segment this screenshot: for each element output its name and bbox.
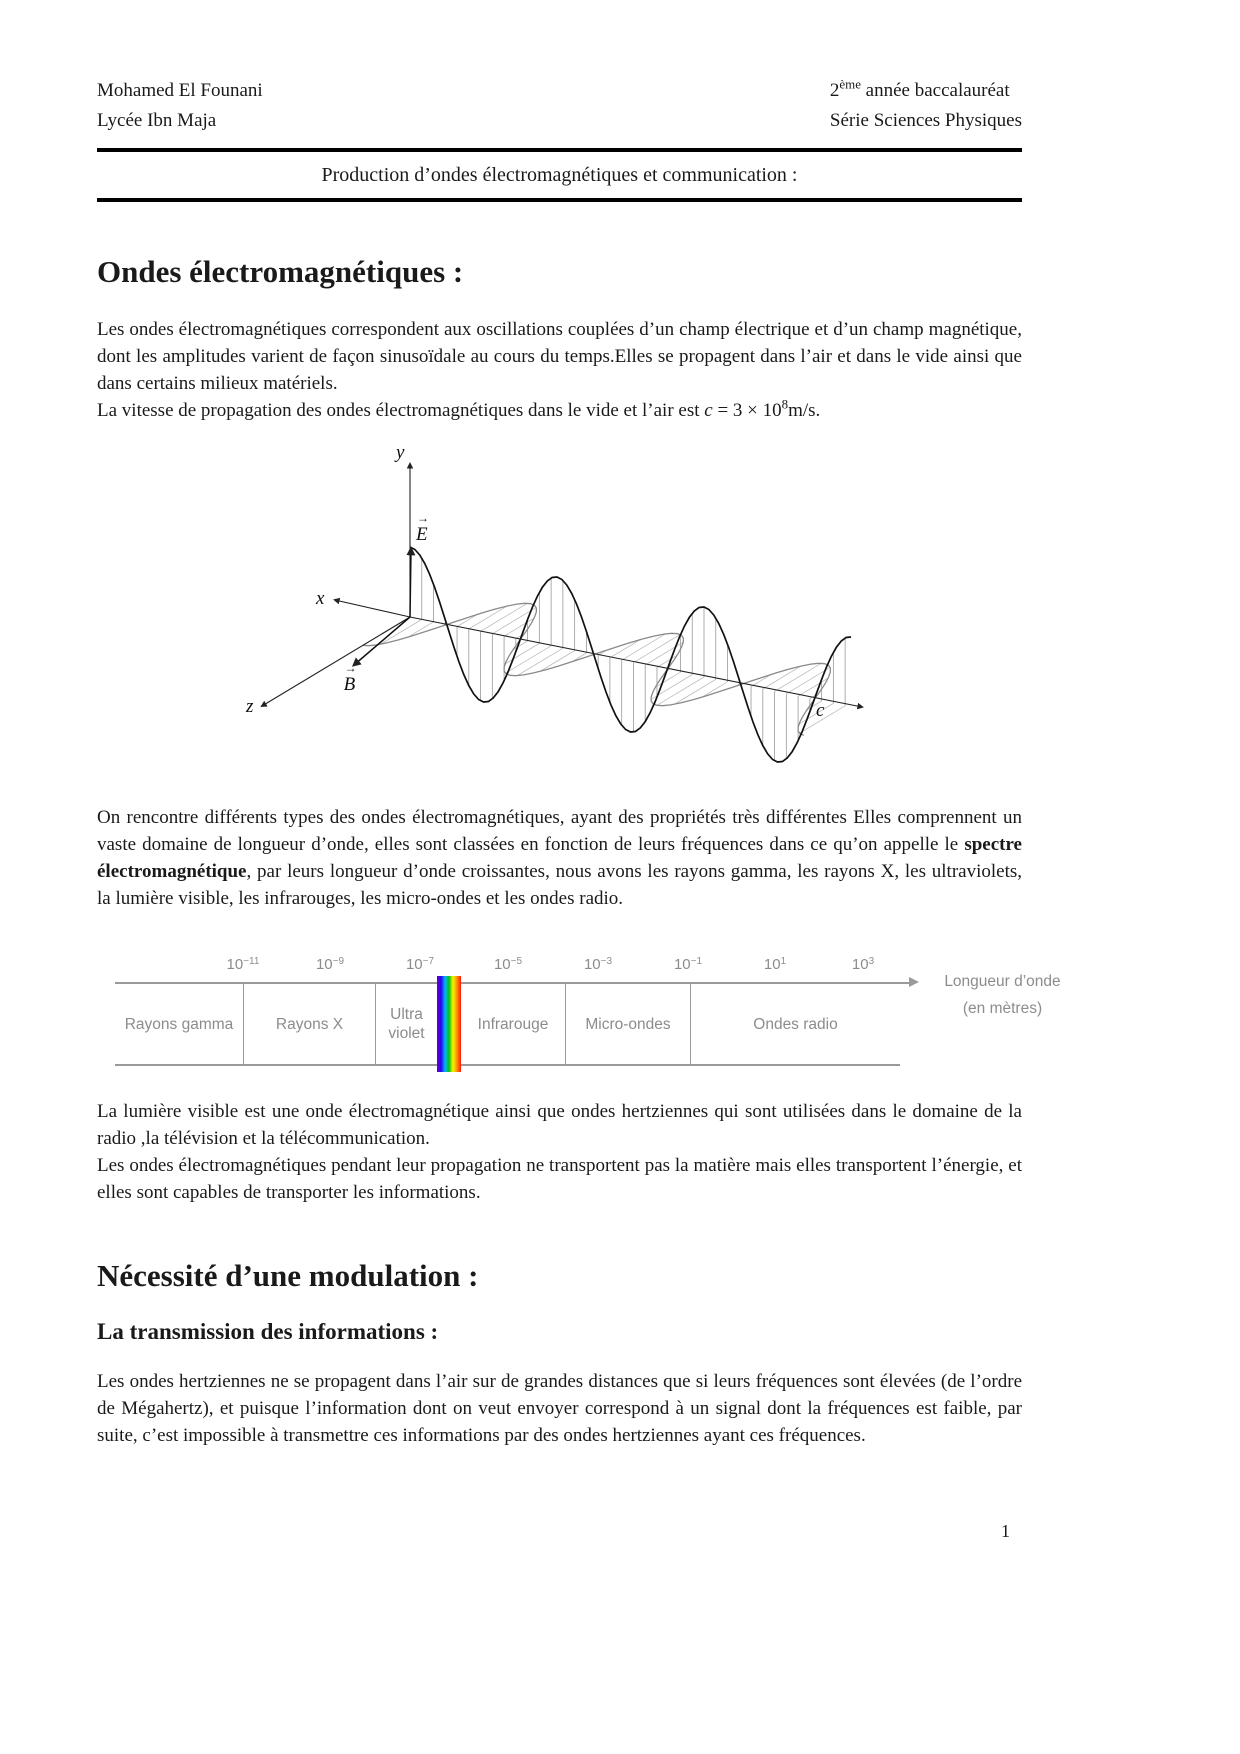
rainbow-strip [437, 976, 461, 1072]
tick-label-4 [478, 956, 538, 973]
vector-arrow-icon: → [417, 511, 429, 525]
series-line: Série Sciences Physiques [829, 110, 1022, 131]
tick-label-2 [300, 956, 360, 973]
band-rayons-gamma: Rayons gamma [124, 1015, 234, 1033]
band-rayons-x: Rayons X [243, 984, 375, 1064]
tick-label-5 [568, 956, 628, 973]
tick-label-7 [745, 956, 805, 973]
document-title: Production d’ondes électromagnétiques et communication : [321, 164, 798, 186]
em-wave-diagram [240, 450, 880, 780]
paragraph-ondes-intro: Les ondes électromagnétiques correspondent aux oscillations couplées d’un champ électrique et d’un champ magnétique, dont les amplitudes varient de façon sinusoïdale au cours du temps.Elles se propagent dans l’air et dans le vide ainsi que dans certains milieux matériels. [97, 319, 1022, 394]
axis-label-x: x [316, 588, 325, 609]
tick-exponent: 1 [780, 956, 787, 967]
spectre-bold: spectre électromagnétique [97, 834, 1022, 882]
wavelength-axis-label [920, 968, 1085, 1022]
spectrum-bands-row [115, 973, 1061, 1066]
grade-line [830, 76, 1022, 106]
tick-base: 10 [405, 956, 423, 973]
header-right [830, 76, 1022, 136]
vitesse-equation: = 3 × 10 [712, 400, 782, 421]
title-rule-top [97, 148, 1022, 152]
tick-base: 10 [226, 956, 244, 973]
vector-label-E [416, 511, 429, 546]
tick-base: 10 [673, 956, 691, 973]
tick-exponent: −5 [510, 956, 523, 967]
tick-base: 10 [763, 956, 781, 973]
spectre-part1: On rencontre différents types des ondes électromagnétiques, ayant des propriétés très différentes Elles comprennent un vaste domaine de longueur d’onde, elles sont classées en fonction de leurs fréquences dans ce qu’on appelle le [97, 807, 1022, 855]
band-ultraviolet: Ultra violet [375, 984, 437, 1064]
vitesse-unit: m/s. [788, 400, 821, 421]
vector-B-letter: B [343, 674, 356, 695]
paragraph-lumiere-visible: La lumière visible est une onde électromagnétique ainsi que ondes hertziennes qui sont utilisées dans le domaine de la radio ,la télévision et la télécommunication. [97, 1101, 1022, 1149]
vector-E-letter: E [416, 524, 428, 545]
axis-label-c: c [816, 700, 825, 721]
band-micro-ondes: Micro-ondes [565, 984, 690, 1064]
axis-label-line1: Longueur d’onde [944, 973, 1061, 990]
em-wave-figure [240, 442, 880, 780]
tick-base: 10 [315, 956, 333, 973]
vector-arrow-icon: → [344, 661, 357, 675]
visible-light-band [437, 984, 460, 1064]
spectrum-figure [115, 956, 1061, 1066]
grade-base: 2 [829, 80, 840, 101]
page-content [97, 0, 1061, 1449]
school-name: Lycée Ibn Maja [97, 110, 217, 131]
section-heading-modulation: Nécessité d’une modulation : [97, 1258, 479, 1293]
tick-label-3 [390, 956, 450, 973]
spectrum-tick-labels [115, 956, 905, 982]
paragraph-transport-energie: Les ondes électromagnétiques pendant leur propagation ne transportent pas la matière mais elles transportent l’énergie, et elles sont capables de transporter les informations. [97, 1155, 1022, 1203]
math-c-symbol: c [704, 400, 713, 421]
tick-exponent: −1 [690, 956, 703, 967]
document-header [97, 76, 1022, 136]
header-left [97, 76, 263, 136]
tick-label-8 [833, 956, 893, 973]
tick-label-6 [658, 956, 718, 973]
spectre-part2: , par leurs longueur d’onde croissantes, nous avons les rayons gamma, les rayons X, les ultraviolets, la lumière visible, les infrarouges, les micro-ondes et les ondes radio. [97, 861, 1022, 909]
vitesse-text: La vitesse de propagation des ondes électromagnétiques dans le vide et l’air est [97, 400, 705, 421]
paragraph-transmission: Les ondes hertziennes ne se propagent dans l’air sur de grandes distances que si leurs fréquences sont élevées (de l’ordre de Mégahertz), et puisque l’information dont on veut envoyer correspond à un signal dont la fréquences est faible, par suite, c’est impossible à transmettre ces informations par des ondes hertziennes ayant ces fréquences. [97, 1371, 1022, 1446]
grade-rest: année baccalauréat [860, 80, 1010, 101]
tick-base: 10 [583, 956, 601, 973]
grade-superscript: ème [839, 76, 861, 92]
title-rule-bottom [97, 198, 1022, 202]
tick-exponent: −7 [422, 956, 435, 967]
band-ondes-radio: Ondes radio [690, 984, 900, 1064]
section-heading-ondes: Ondes électromagnétiques : [97, 254, 464, 289]
subsection-heading-transmission: La transmission des informations : [97, 1319, 439, 1344]
tick-base: 10 [493, 956, 511, 973]
axis-label-z: z [246, 696, 254, 717]
tick-label-1 [213, 956, 273, 973]
vitesse-exponent: 8 [781, 396, 789, 412]
axis-label-line2: (en mètres) [962, 1000, 1043, 1017]
vector-label-B [343, 661, 357, 696]
band-infrarouge: Infrarouge [460, 984, 565, 1064]
tick-exponent: −9 [332, 956, 345, 967]
axis-label-y: y [396, 442, 405, 463]
tick-base: 10 [851, 956, 869, 973]
tick-exponent: −3 [600, 956, 613, 967]
author-name: Mohamed El Founani [97, 80, 263, 101]
page-number: 1 [1001, 1521, 1010, 1541]
tick-exponent: 3 [868, 956, 875, 967]
tick-exponent: −11 [243, 956, 260, 967]
paragraph-spectre [97, 804, 1022, 912]
paragraph-vitesse [97, 397, 1022, 424]
axis-arrow-icon [909, 977, 919, 987]
